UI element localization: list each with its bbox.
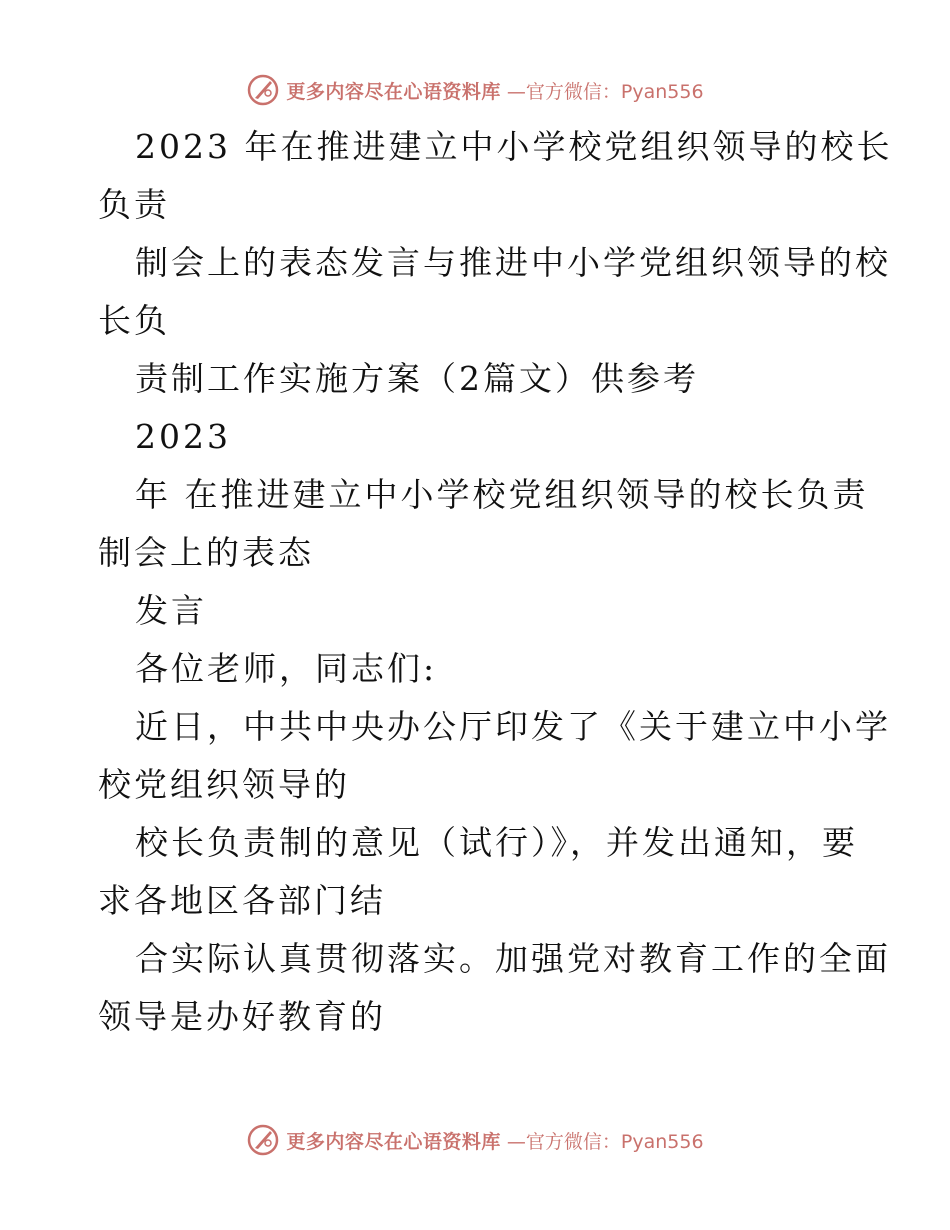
footer-watermark [0, 1120, 950, 1160]
title-line-1: 2023 年在推进建立中小学校党组织领导的校长 [135, 127, 893, 166]
watermark-main-text: 更多内容尽在心语资料库 [286, 1130, 501, 1153]
watermark-sub-text: —官方微信：Pyan556 [506, 80, 704, 103]
body-line-3: 校长负责制的意见（试行）》，并发出通知，要 [135, 823, 858, 862]
quill-circle-logo-icon [246, 73, 280, 107]
section-year: 2023 [135, 417, 231, 456]
body-line-1: 近日，中共中央办公厅印发了《关于建立中小学 [135, 707, 891, 746]
title-line-5: 责制工作实施方案（2篇文）供参考 [135, 359, 699, 398]
section-title-line-2: 制会上的表态 [98, 533, 314, 572]
body-line-2: 校党组织领导的 [98, 765, 350, 804]
body-line-4: 求各地区各部门结 [98, 881, 386, 920]
salutation: 各位老师，同志们: [135, 649, 438, 688]
header-watermark [0, 70, 950, 110]
section-title-line-1: 年 在推进建立中小学校党组织领导的校长负责 [135, 475, 869, 514]
watermark-sub-text: —官方微信：Pyan556 [506, 1130, 704, 1153]
title-line-2: 负责 [98, 185, 170, 224]
body-line-5: 合实际认真贯彻落实。加强党对教育工作的全面 [135, 939, 891, 978]
watermark-main-text: 更多内容尽在心语资料库 [286, 80, 501, 103]
title-line-3: 制会上的表态发言与推进中小学党组织领导的校 [135, 243, 891, 282]
title-line-4: 长负 [98, 301, 170, 340]
section-title-line-3: 发言 [135, 591, 207, 630]
quill-circle-logo-icon [246, 1123, 280, 1157]
body-line-6: 领导是办好教育的 [98, 997, 386, 1036]
